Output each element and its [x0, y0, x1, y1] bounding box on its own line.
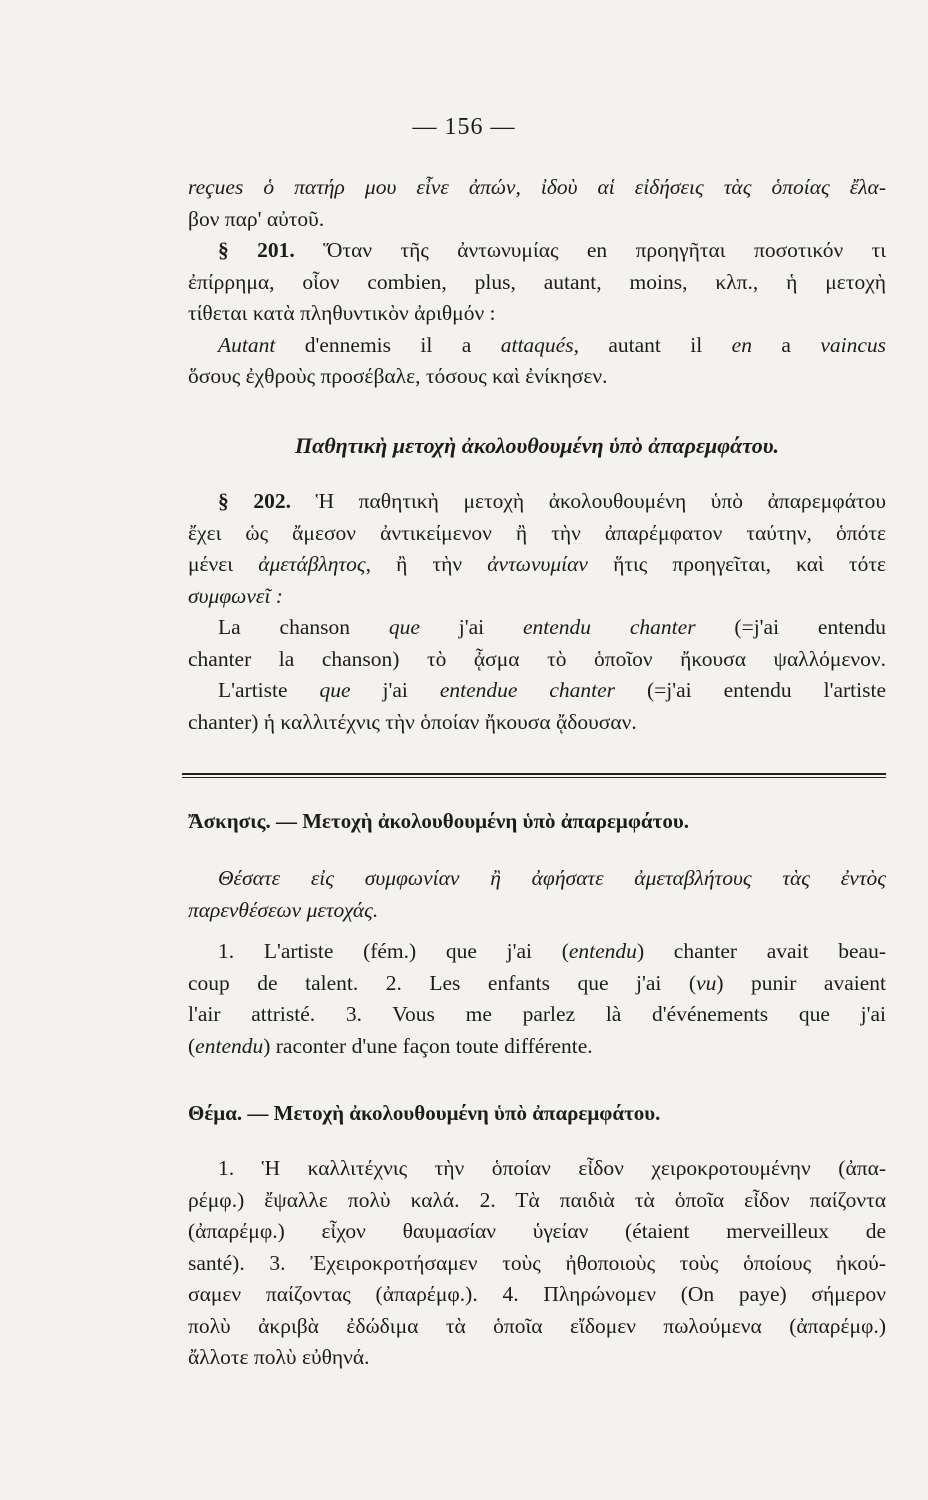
text-line: l'air attristé. 3. Vous me parlez là d'événements que j'ai: [188, 1002, 886, 1026]
text-line: ἄλλοτε πολὺ εὐθηνά.: [188, 1345, 370, 1369]
text-line: chanter la chanson) τὸ ᾆσμα τὸ ὁποῖον ἤκουσα ψαλλόμενον.: [188, 646, 886, 671]
exercise-heading: Ἄσκησις. — Μετοχὴ ἀκολουθουμένη ὑπὸ ἀπαρεμφάτου.: [188, 809, 689, 833]
text-line: ἐπίρρημα, οἷον combien, plus, autant, moins, κλπ., ἡ μετοχὴ: [188, 269, 886, 294]
text-line: coup de talent. 2. Les enfants que j'ai (vu) punir avaient: [188, 970, 886, 995]
text-line: 1. Ἡ καλλιτέχνις τὴν ὁποίαν εἶδον χειροκροτουμένην (ἀπα-: [218, 1156, 886, 1180]
example-line: Autant d'ennemis il a attaqués, autant il en a vaincus: [218, 332, 886, 357]
text-line: συμφωνεῖ :: [188, 583, 283, 608]
example-line: La chanson que j'ai entendu chanter (=j'ai entendu: [218, 615, 886, 639]
text-line: σαμεν παίζοντας (ἀπαρέμφ.). 4. Πληρώνομεν (On paye) σήμερον: [188, 1282, 886, 1306]
instruction-line: παρενθέσεων μετοχάς.: [188, 897, 379, 922]
text-line: μένει ἀμετάβλητος, ἢ τὴν ἀντωνυμίαν ἥτις προηγεῖται, καὶ τότε: [188, 552, 886, 576]
section-201: [188, 172, 886, 393]
theme-text: [188, 1153, 886, 1374]
text-line: santé). 3. Ἐχειροκροτήσαμεν τοὺς ἠθοποιοὺς τοὺς ὁποίους ἠκού-: [188, 1250, 886, 1275]
instruction-line: Θέσατε εἰς συμφωνίαν ἢ ἀφήσατε ἀμεταβλήτους τὰς ἐντὸς: [218, 866, 886, 890]
section-number: § 201.: [218, 238, 295, 262]
section-number: § 202.: [218, 489, 291, 513]
text-line: τίθεται κατὰ πληθυντικὸν ἀριθμόν :: [188, 301, 496, 325]
theme-heading: Θέμα. — Μετοχὴ ἀκολουθουμένη ὑπὸ ἀπαρεμφάτου.: [188, 1101, 661, 1125]
text-line: βον παρ' αὐτοῦ.: [188, 206, 325, 231]
text-line: ὅσους ἐχθροὺς προσέβαλε, τόσους καὶ ἐνίκησεν.: [188, 364, 608, 388]
divider-rule: [182, 773, 886, 775]
page-number: — 156 —: [412, 114, 516, 140]
section-202: [188, 486, 886, 738]
text-line: (ἀπαρέμφ.) εἶχον θαυμασίαν ὑγείαν (étaient merveilleux de: [188, 1219, 886, 1243]
text-line: ἔχει ὡς ἄμεσον ἀντικείμενον ἢ τὴν ἀπαρέμφατον ταύτην, ὁπότε: [188, 520, 886, 545]
text-line: 1. L'artiste (fém.) que j'ai (entendu) chanter avait beau-: [218, 939, 886, 963]
paragraph-202-start: § 202. Ἡ παθητικὴ μετοχὴ ἀκολουθουμένη ὑπὸ ἀπαρεμφάτου: [218, 489, 886, 513]
exercise-text: [188, 863, 886, 926]
text-line: ρέμφ.) ἔψαλλε πολὺ καλά. 2. Τὰ παιδιὰ τὰ ὁποῖα εἶδον παίζοντα: [188, 1187, 886, 1212]
section-heading: Παθητικὴ μετοχὴ ἀκολουθουμένη ὑπὸ ἀπαρεμφάτου.: [294, 433, 780, 458]
text-line: reçues ὁ πατήρ μου εἶνε ἀπών, ἰδοὺ αἱ εἰδήσεις τὰς ὁποίας ἔλα-: [188, 175, 886, 199]
exercise-sentences: [188, 936, 886, 1062]
text-line: πολὺ ἀκριβὰ ἐδώδιμα τὰ ὁποῖα εἴδομεν πωλούμενα (ἀπαρέμφ.): [188, 1313, 886, 1338]
example-line: L'artiste que j'ai entendue chanter (=j'ai entendu l'artiste: [218, 678, 886, 702]
text-line: chanter) ἡ καλλιτέχνις τὴν ὁποίαν ἤκουσα ᾄδουσαν.: [188, 709, 637, 734]
paragraph-201-start: § 201. Ὅταν τῆς ἀντωνυμίας en προηγῆται ποσοτικόν τι: [218, 238, 886, 262]
text-line: (entendu) raconter d'une façon toute différente.: [188, 1033, 593, 1058]
divider-rule-thin: [182, 777, 886, 778]
